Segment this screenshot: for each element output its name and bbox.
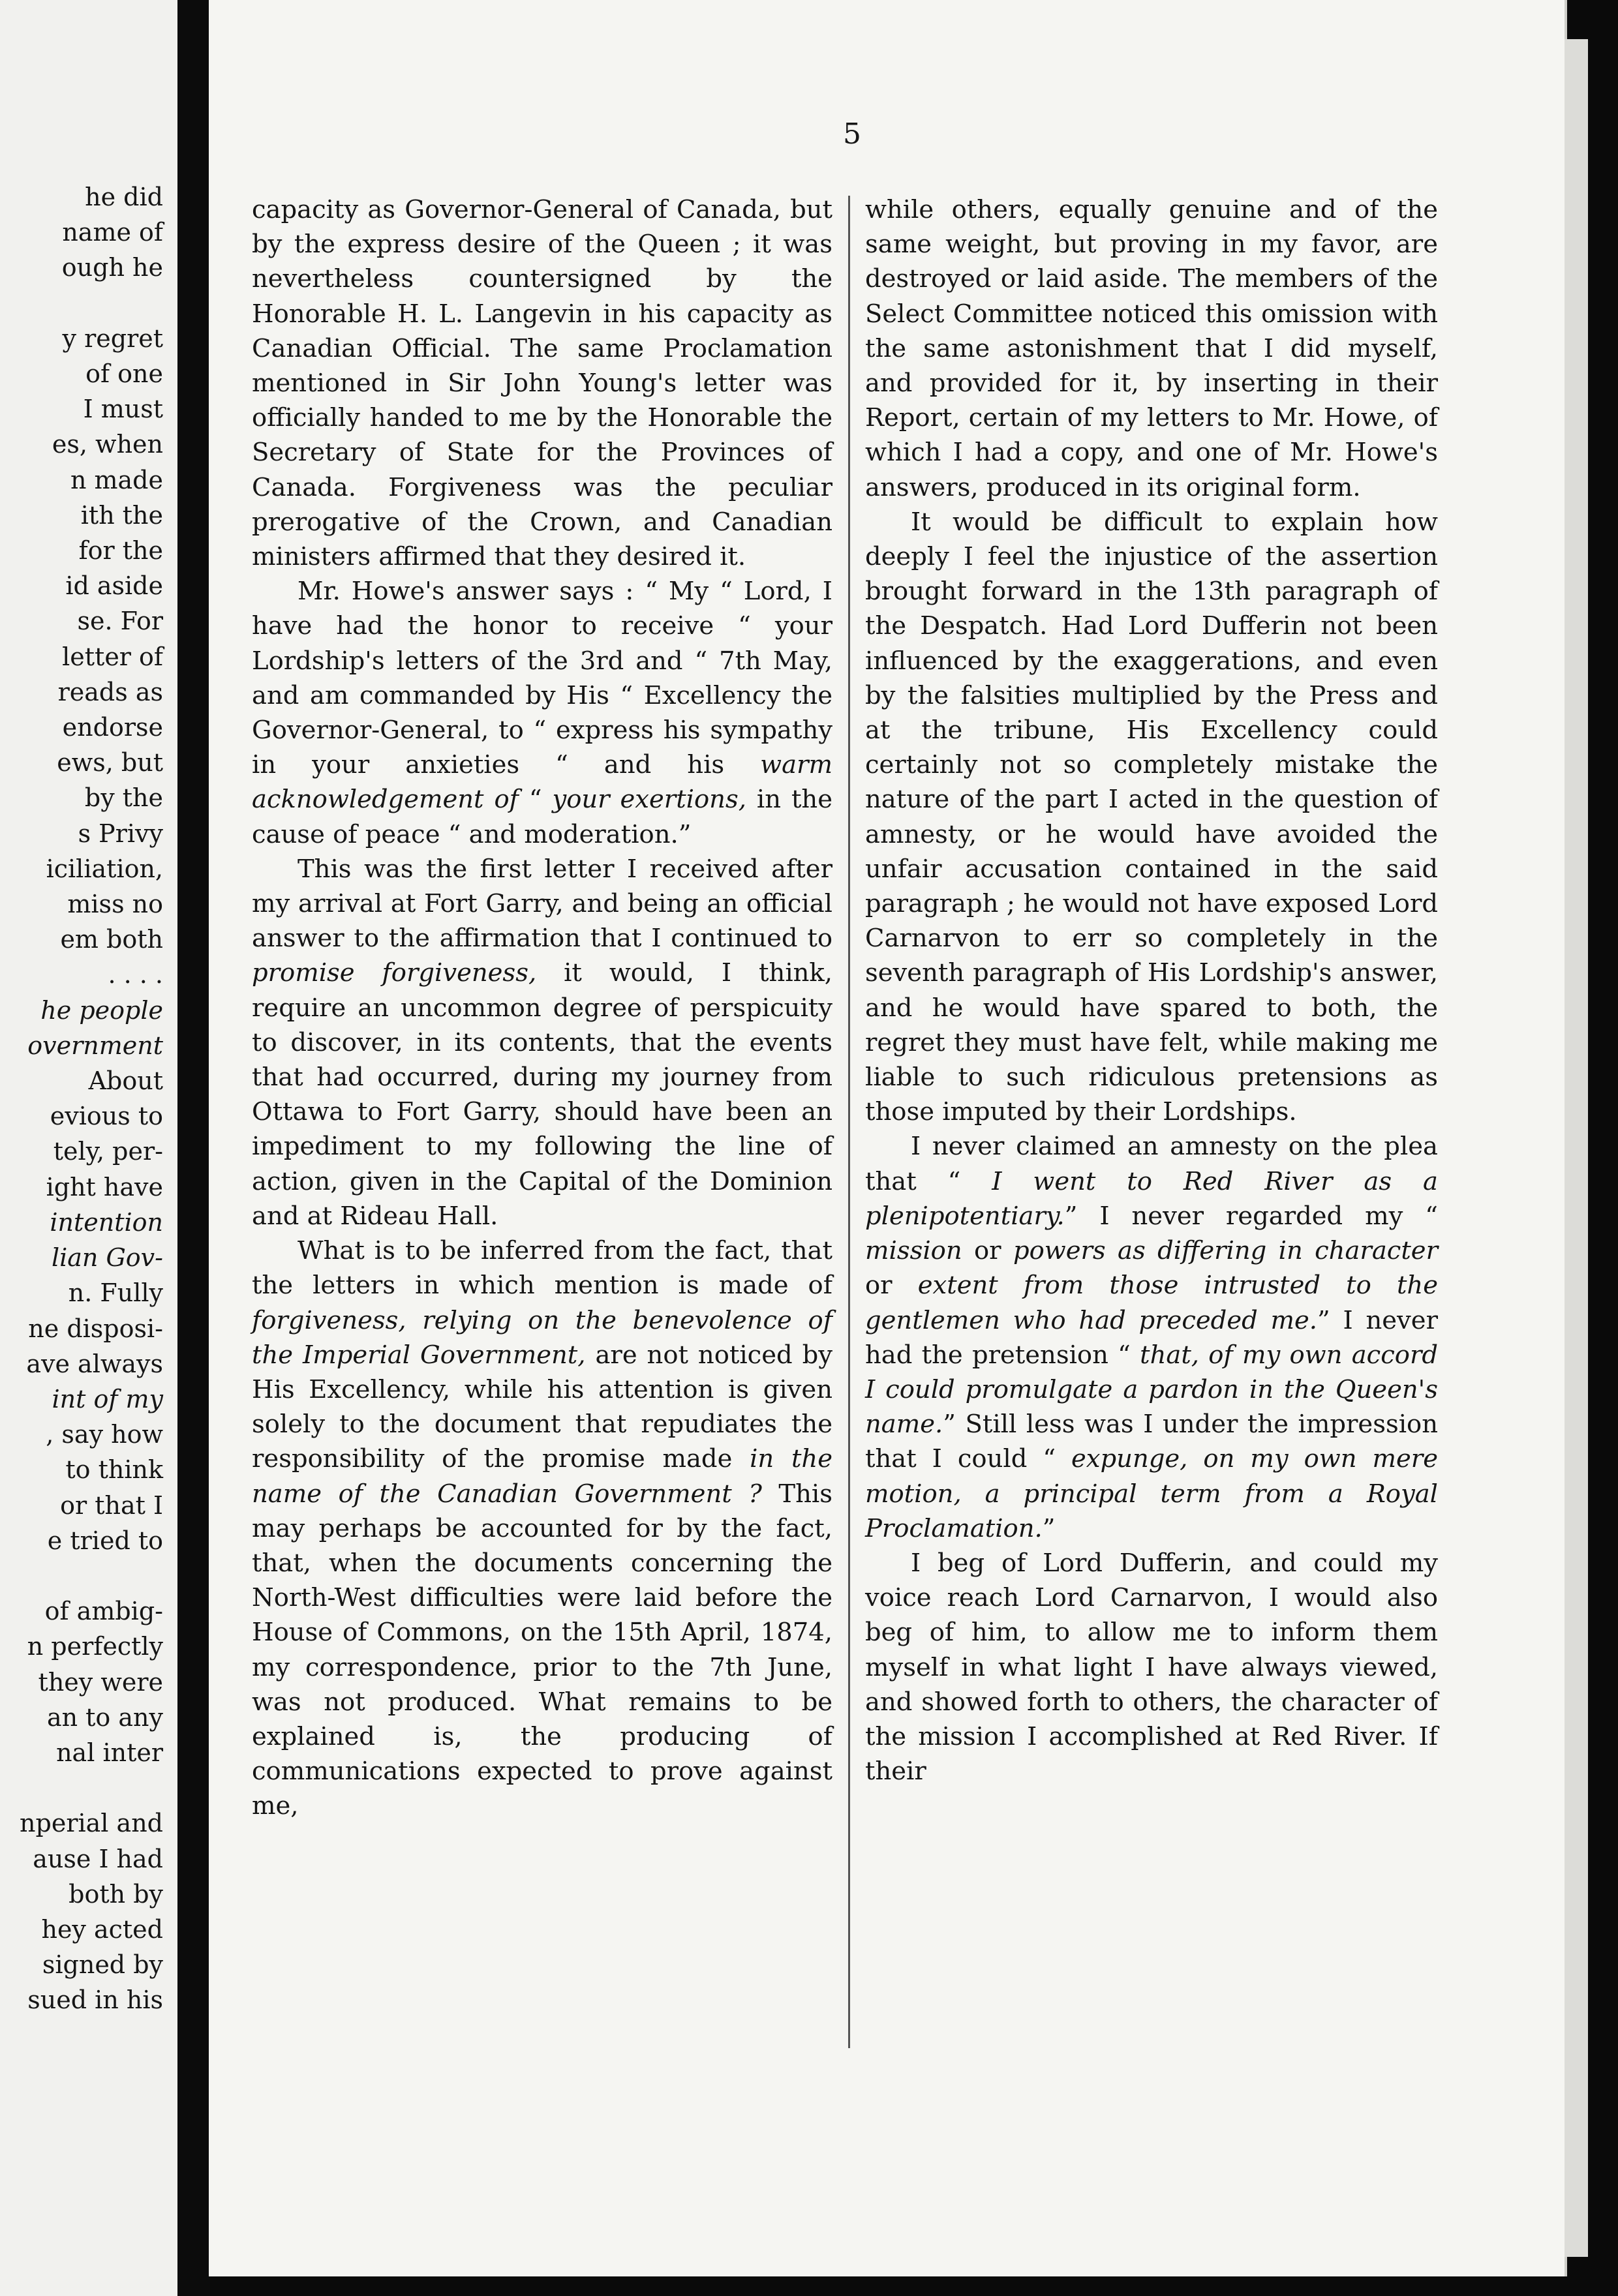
fringe-line: n. Fully: [68, 1278, 163, 1308]
fringe-line: letter of: [62, 642, 163, 671]
fringe-line: overnment: [27, 1031, 163, 1060]
fringe-line: an to any: [46, 1702, 163, 1732]
fringe-line: em both: [60, 925, 163, 954]
book-gutter: [177, 0, 210, 2296]
fringe-line: n made: [70, 465, 163, 494]
fringe-line: ause I had: [33, 1844, 163, 1873]
fringe-line: signed by: [42, 1950, 163, 1980]
paragraph: It would be difficult to explain how deeply I feel the injustice of the assertion brought forward in the 13th paragraph of the Despatch. Had Lord Dufferin not been influenced by the exaggerations, and even by the falsities multiplied by the Press and at the tribune, His Excellency could certainly not so completely mistake the nature of the part I acted in the question of amnesty, or he would have avoided the unfair accusation contained in the said paragraph ; he would not have exposed Lord Carnarvon to err so completely in the seventh paragraph of His Lordship's answer, and he would have spared to both, the regret they must have felt, while making me liable to such ridiculous pretensions as those imputed by their Lordships.: [865, 507, 1438, 1127]
fringe-line: y regret: [62, 324, 163, 353]
page-edge: [1565, 39, 1588, 2257]
fringe-line: [0, 1558, 163, 1594]
paragraph: I beg of Lord Dufferin, and could my voice reach Lord Carnarvon, I would also beg of him, to allow me to inform them myself in what light I have always viewed, and showed forth to others, the character of the mission I accomplished at Red River. If their: [865, 1548, 1438, 1787]
text-column-left: [252, 192, 832, 1824]
fringe-line: , say how: [46, 1420, 163, 1449]
paragraph: Mr. Howe's answer says : “ My “ Lord, I have had the honor to receive “ your Lordship's letters of the 3rd and “ 7th May, and am commanded by His “ Excellency the Governor-General, to “ express his sympathy in your anxieties “ and his warm acknowledgement of “ your exertions, in the cause of peace “ and moderation.”: [252, 577, 832, 849]
fringe-line: both by: [69, 1879, 163, 1909]
fringe-line: ne disposi-: [28, 1314, 163, 1343]
fringe-line: by the: [84, 783, 163, 813]
fringe-line: reads as: [57, 677, 163, 706]
text-column-right: [865, 192, 1438, 1789]
fringe-line: he did: [85, 183, 163, 211]
fringe-line: es, when: [52, 430, 163, 459]
fringe-line: ith the: [80, 500, 163, 530]
fringe-line: endorse: [62, 713, 163, 742]
fringe-line: of ambig-: [44, 1597, 163, 1626]
fringe-line: [0, 286, 163, 321]
fringe-line: miss no: [67, 890, 163, 919]
fringe-line: lian Gov-: [51, 1243, 163, 1273]
fringe-line: name of: [62, 218, 163, 247]
fringe-line: to think: [65, 1455, 163, 1485]
fringe-line: nal inter: [56, 1738, 163, 1767]
fringe-line: ews, but: [57, 748, 163, 778]
fringe-line: ave always: [26, 1349, 163, 1378]
paragraph: while others, equally genuine and of the same weight, but proving in my favor, are destroyed or laid aside. The members of the Select Committee noticed this omission with the same astonishment that I did myself, and provided for it, by inserting in their Report, certain of my letters to Mr. Howe, of which I had a copy, and one of Mr. Howe's answers, produced in its original form.: [865, 195, 1438, 502]
fringe-line: int of my: [52, 1384, 163, 1413]
fringe-line: I must: [83, 395, 163, 424]
facing-page-fragment: [0, 0, 177, 2296]
fringe-line: sued in his: [27, 1986, 163, 2015]
fringe-line: iciliation,: [46, 854, 163, 883]
facing-page-text: [0, 179, 163, 2018]
fringe-line: e tried to: [47, 1526, 163, 1555]
fringe-line: or that I: [60, 1490, 163, 1520]
column-divider: [848, 196, 850, 2048]
fringe-line: nperial and: [20, 1809, 163, 1838]
fringe-line: n perfectly: [27, 1632, 163, 1661]
fringe-line: ight have: [46, 1172, 163, 1201]
fringe-line: he people: [40, 995, 163, 1025]
paragraph: I never claimed an amnesty on the plea that “ I went to Red River as a plenipotentiary.” I never regarded my “ mission or powers as differing in character or extent from those intrusted to the gentlemen who had preceded me.” I never had the pretension “ that, of my own accord I could promulgate a pardon in the Queen's name.” Still less was I under the impression that I could “ expunge, on my own mere motion, a principal term from a Royal Proclamation.”: [865, 1132, 1438, 1543]
fringe-line: they were: [38, 1667, 163, 1697]
paragraph: capacity as Governor-General of Canada, but by the express desire of the Queen ; it was nevertheless countersigned by the Honorable H. L. Langevin in his capacity as Canadian Official. The same Proclamation mentioned in Sir John Young's letter was officially handed to me by the Honorable the Secretary of State for the Provinces of Canada. Forgiveness was the peculiar prerogative of the Crown, and Canadian ministers affirmed that they desired it.: [252, 195, 832, 572]
fringe-line: id aside: [65, 571, 163, 601]
fringe-line: for the: [78, 536, 163, 566]
page-number: 5: [843, 117, 861, 151]
fringe-line: hey acted: [41, 1914, 163, 1944]
fringe-line: of one: [85, 359, 163, 389]
fringe-line: s Privy: [78, 819, 163, 848]
fringe-line: ough he: [61, 253, 163, 282]
fringe-line: se. For: [77, 607, 163, 636]
fringe-line: . . . .: [108, 960, 163, 989]
paragraph: This was the first letter I received after my arrival at Fort Garry, and being an official answer to the affirmation that I continued to promise forgiveness, it would, I think, require an uncommon degree of perspicuity to discover, in its contents, that the events that had occurred, during my journey from Ottawa to Fort Garry, should have been an impediment to my following the line of action, given in the Capital of the Dominion and at Rideau Hall.: [252, 854, 832, 1231]
fringe-line: intention: [50, 1207, 163, 1237]
fringe-line: evious to: [50, 1102, 163, 1131]
fringe-line: tely, per-: [53, 1137, 163, 1166]
fringe-line: About: [88, 1066, 163, 1096]
fringe-line: [0, 1770, 163, 1805]
paragraph: What is to be inferred from the fact, that the letters in which mention is made of forgiveness, relying on the benevolence of the Imperial Government, are not noticed by His Excellency, while his attention is given solely to the document that repudiates the responsibility of the promise made in the name of the Canadian Government ? This may perhaps be accounted for by the fact, that, when the documents concerning the North-West difficulties were laid before the House of Commons, on the 15th April, 1874, my correspondence, prior to the 7th June, was not produced. What remains to be explained is, the producing of communications expected to prove against me,: [252, 1236, 833, 1821]
